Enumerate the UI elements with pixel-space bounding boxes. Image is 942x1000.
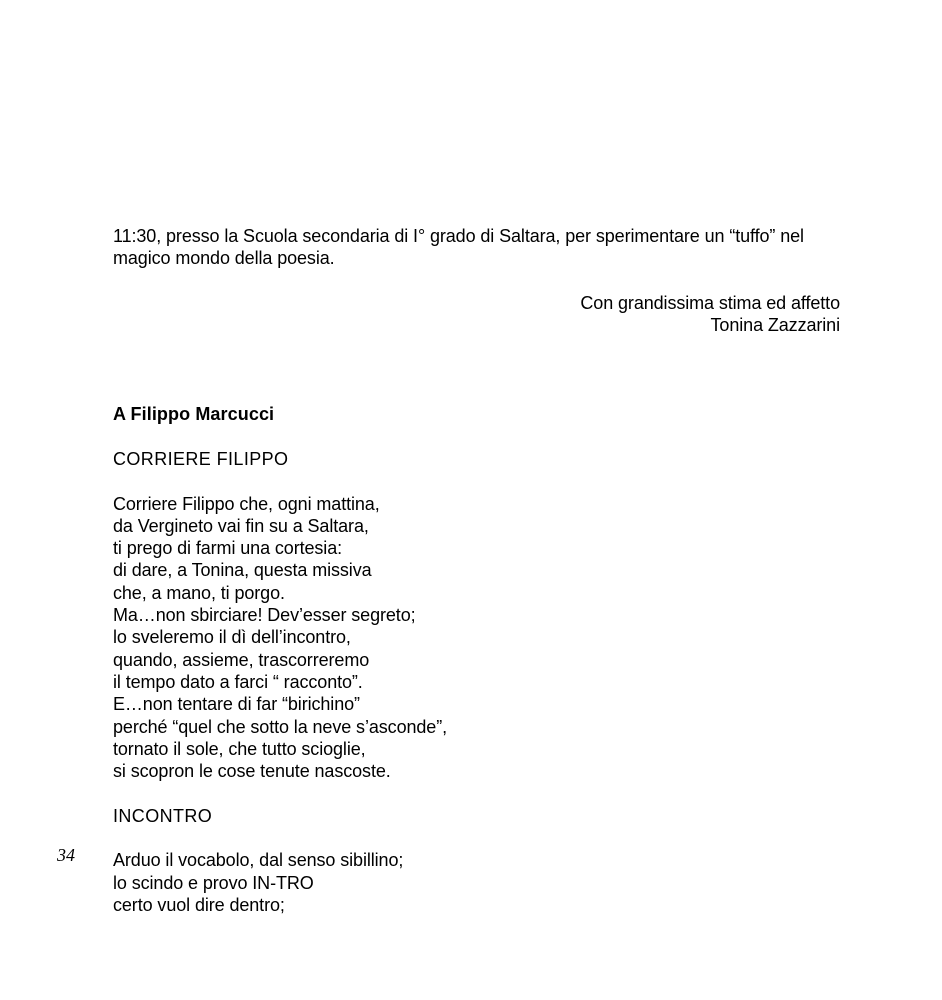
spacer-after-poem-1-title xyxy=(113,470,840,492)
page-number: 34 xyxy=(57,845,75,865)
poem-line: lo sveleremo il dì dell’incontro, xyxy=(113,627,351,648)
poem-line: che, a mano, ti porgo. xyxy=(113,582,285,603)
poem-line: certo vuol dire dentro; xyxy=(113,894,285,915)
poem-title-incontro: INCONTRO xyxy=(113,805,213,826)
poem-line: E…non tentare di far “birichino” xyxy=(113,694,360,715)
letter-signature xyxy=(113,292,840,337)
poem-line: tornato il sole, che tutto scioglie, xyxy=(113,738,366,759)
poem-line: il tempo dato a farci “ racconto”. xyxy=(113,671,363,692)
poem-line: quando, assieme, trascorreremo xyxy=(113,649,370,670)
spacer-before-poem-2-title xyxy=(113,782,840,804)
signature-author-name: Tonina Zazzarini xyxy=(710,315,840,336)
page-content xyxy=(113,225,840,916)
spacer-after-dedication xyxy=(113,426,840,448)
spacer-after-poem-2-title xyxy=(113,827,840,849)
spacer-before-dedication xyxy=(113,336,840,403)
poem-line: Arduo il vocabolo, dal senso sibillino; xyxy=(113,850,404,871)
poem-line: si scopron le cose tenute nascoste. xyxy=(113,761,391,782)
poem-title-corriere-filippo: CORRIERE FILIPPO xyxy=(113,448,289,469)
poem-line: da Vergineto vai fin su a Saltara, xyxy=(113,515,369,536)
poem-body-incontro xyxy=(113,849,840,916)
dedication-heading: A Filippo Marcucci xyxy=(113,404,275,425)
poem-line: Ma…non sbirciare! Dev’esser segreto; xyxy=(113,605,416,626)
poem-line: perché “quel che sotto la neve s’asconde”, xyxy=(113,716,448,737)
poem-line: lo scindo e provo IN-TRO xyxy=(113,872,314,893)
poem-line: ti prego di farmi una cortesia: xyxy=(113,538,343,559)
signature-closing-line: Con grandissima stima ed affetto xyxy=(580,292,840,313)
poem-line: Corriere Filippo che, ogni mattina, xyxy=(113,493,380,514)
poem-line: di dare, a Tonina, questa missiva xyxy=(113,560,372,581)
letter-closing-paragraph: 11:30, presso la Scuola secondaria di I° grado di Saltara, per sperimentare un “tuffo” nel magico mondo della poesia. xyxy=(113,226,804,269)
poem-body-corriere-filippo xyxy=(113,493,840,783)
